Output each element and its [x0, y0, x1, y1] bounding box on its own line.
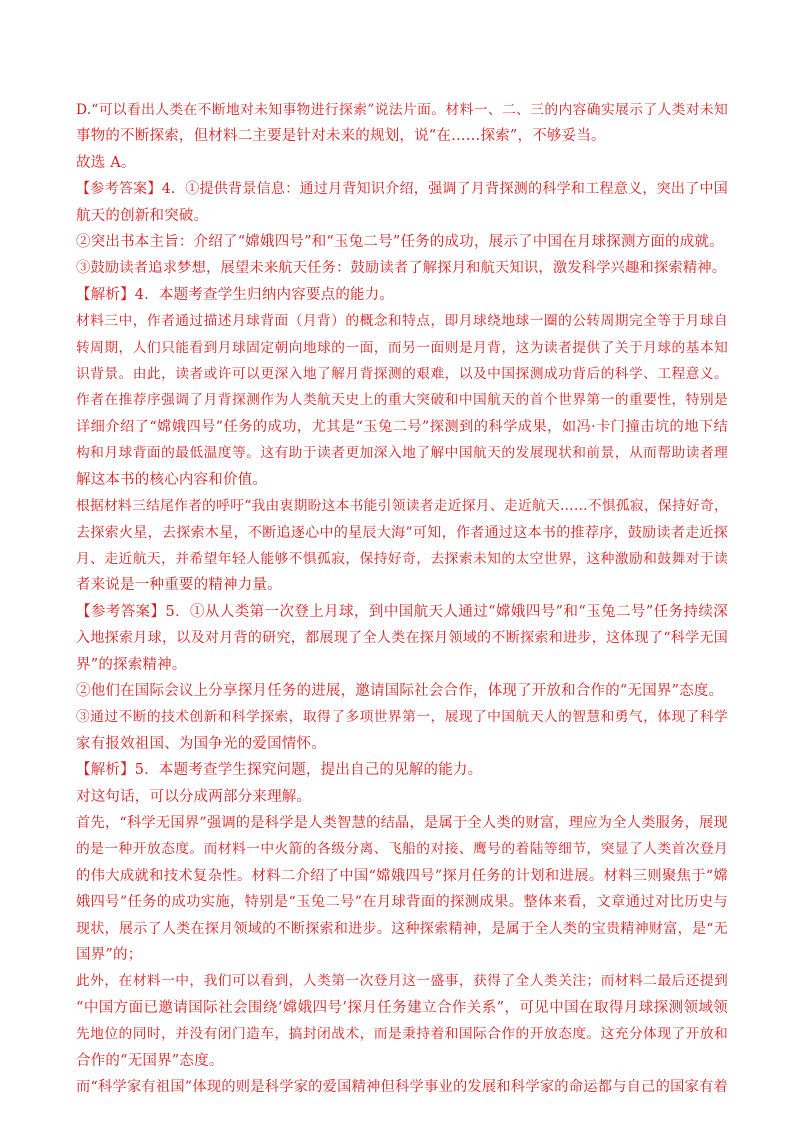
text-line: 材料三中，作者通过描述月球背面（月背）的概念和特点，即月球绕地球一圈的公转周期完全等于月球自 — [76, 313, 728, 330]
text-line: 去探索火星，去探索木星，不断追逐心中的星辰大海”可知，作者通过这本书的推荐序，鼓励读者走近探 — [76, 524, 728, 541]
text-line: “中国方面已邀请国际社会围绕‘嫦娥四号’探月任务建立合作关系”，可见中国在取得月球探测领域领 — [76, 999, 728, 1016]
text-line: 解这本书的核心内容和价值。 — [76, 471, 268, 488]
text-line: 对这句话，可以分成两部分来理解。 — [76, 788, 312, 805]
text-line: ③鼓励读者追求梦想，展望未来航天任务：鼓励读者了解探月和航天知识，激发科学兴趣和探索精神。 — [76, 260, 727, 277]
text-line: 识背景。由此，读者或许可以更深入地了解月背探测的艰难，以及中国探测成功背后的科学、工程意义。 — [76, 366, 728, 383]
text-line: 根据材料三结尾作者的呼吁“我由衷期盼这本书能引领读者走近探月、走近航天……不惧孤寂，保持好奇， — [76, 498, 728, 515]
text-line: 详细介绍了“嫦娥四号”任务的成功，尤其是“玉兔二号”探测到的科学成果，如冯·卡门撞击坑的地下结 — [76, 418, 728, 435]
text-line: 【参考答案】5．①从人类第一次登上月球，到中国航天人通过“嫦娥四号”和“玉兔二号”任务持续深 — [76, 603, 728, 620]
text-line: 月、走近航天，并希望年轻人能够不惧孤寂，保持好奇，去探索未知的太空世界，这种激励和鼓舞对于读 — [76, 550, 728, 567]
text-line: 转周期，人们只能看到月球固定朝向地球的一面，而另一面则是月背，这为读者提供了关于月球的基本知 — [76, 339, 728, 356]
text-line: 家有报效祖国、为国争光的爱国情怀。 — [76, 735, 326, 752]
text-line: 现状，展示了人类在探月领域的不断探索和进步。这种探索精神，是属于全人类的宝贵精神财富，是“无 — [76, 920, 728, 937]
text-line: 【参考答案】4．①提供背景信息：通过月背知识介绍，强调了月背探测的科学和工程意义，突出了中国 — [76, 181, 728, 198]
text-line: 航天的创新和突破。 — [76, 207, 209, 224]
text-line: 娥四号”任务的成功实施，特别是“玉兔二号”在月球背面的探测成果。整体来看，文章通过对比历史与 — [76, 894, 728, 911]
text-line: 者来说是一种重要的精神力量。 — [76, 577, 282, 594]
text-line: 事物的不断探索，但材料二主要是针对未来的规划，说“在……探索”，不够妥当。 — [76, 128, 606, 145]
text-line: 故选 A。 — [76, 154, 136, 171]
text-line: 而“科学家有祖国”体现的则是科学家的爱国精神但科学事业的发展和科学家的命运都与自己的国家有着 — [76, 1079, 728, 1096]
text-line: 【解析】4．本题考查学生归纳内容要点的能力。 — [76, 286, 395, 303]
text-line: ③通过不断的技术创新和科学探索，取得了多项世界第一，展现了中国航天人的智慧和勇气，体现了科学 — [76, 709, 728, 726]
text-line: 入地探索月球，以及对月背的研究，都展现了全人类在探月领域的不断探索和进步，这体现了“科学无国 — [76, 630, 728, 647]
text-line: 首先，“科学无国界”强调的是科学是人类智慧的结晶，是属于全人类的财富，理应为全人类服务，展现 — [76, 814, 728, 831]
text-line: ②他们在国际会议上分享探月任务的进展，邀请国际社会合作，体现了开放和合作的“无国界”态度。 — [76, 682, 724, 699]
text-line: 先地位的同时，并没有闭门造车，搞封闭战术，而是秉持着和国际合作的开放态度。这充分体现了开放和 — [76, 1026, 728, 1043]
text-line: 此外，在材料一中，我们可以看到，人类第一次登月这一盛事，获得了全人类关注；而材料二最后还提到 — [76, 973, 728, 990]
text-line: 构和月球背面的最低温度等。这有助于读者更加深入地了解中国航天的发展现状和前景，从而帮助读者理 — [76, 445, 728, 462]
text-line: 的伟大成就和技术复杂性。材料二介绍了中国“嫦娥四号”探月任务的计划和进展。材料三则聚焦于“嫦 — [76, 867, 728, 884]
document-body — [76, 97, 728, 1100]
text-line: ②突出书本主旨：介绍了“嫦娥四号”和“玉兔二号”任务的成功，展示了中国在月球探测方面的成就。 — [76, 234, 724, 251]
text-line: D.“可以看出人类在不断地对未知事物进行探索”说法片面。材料一、二、三的内容确实展示了人类对未知 — [76, 102, 728, 118]
text-line: 的是一种开放态度。而材料一中火箭的各级分离、飞船的对接、鹰号的着陆等细节，突显了人类首次登月 — [76, 841, 728, 858]
text-line: 合作的“无国界”态度。 — [76, 1052, 224, 1069]
text-line: 国界”的； — [76, 947, 143, 963]
text-line: 界”的探索精神。 — [76, 656, 187, 673]
text-line: 作者在推荐序强调了月背探测作为人类航天史上的重大突破和中国航天的首个世界第一的重要性，特别是 — [76, 392, 728, 409]
text-line: 【解析】5．本题考查学生探究问题，提出自己的见解的能力。 — [76, 762, 483, 779]
